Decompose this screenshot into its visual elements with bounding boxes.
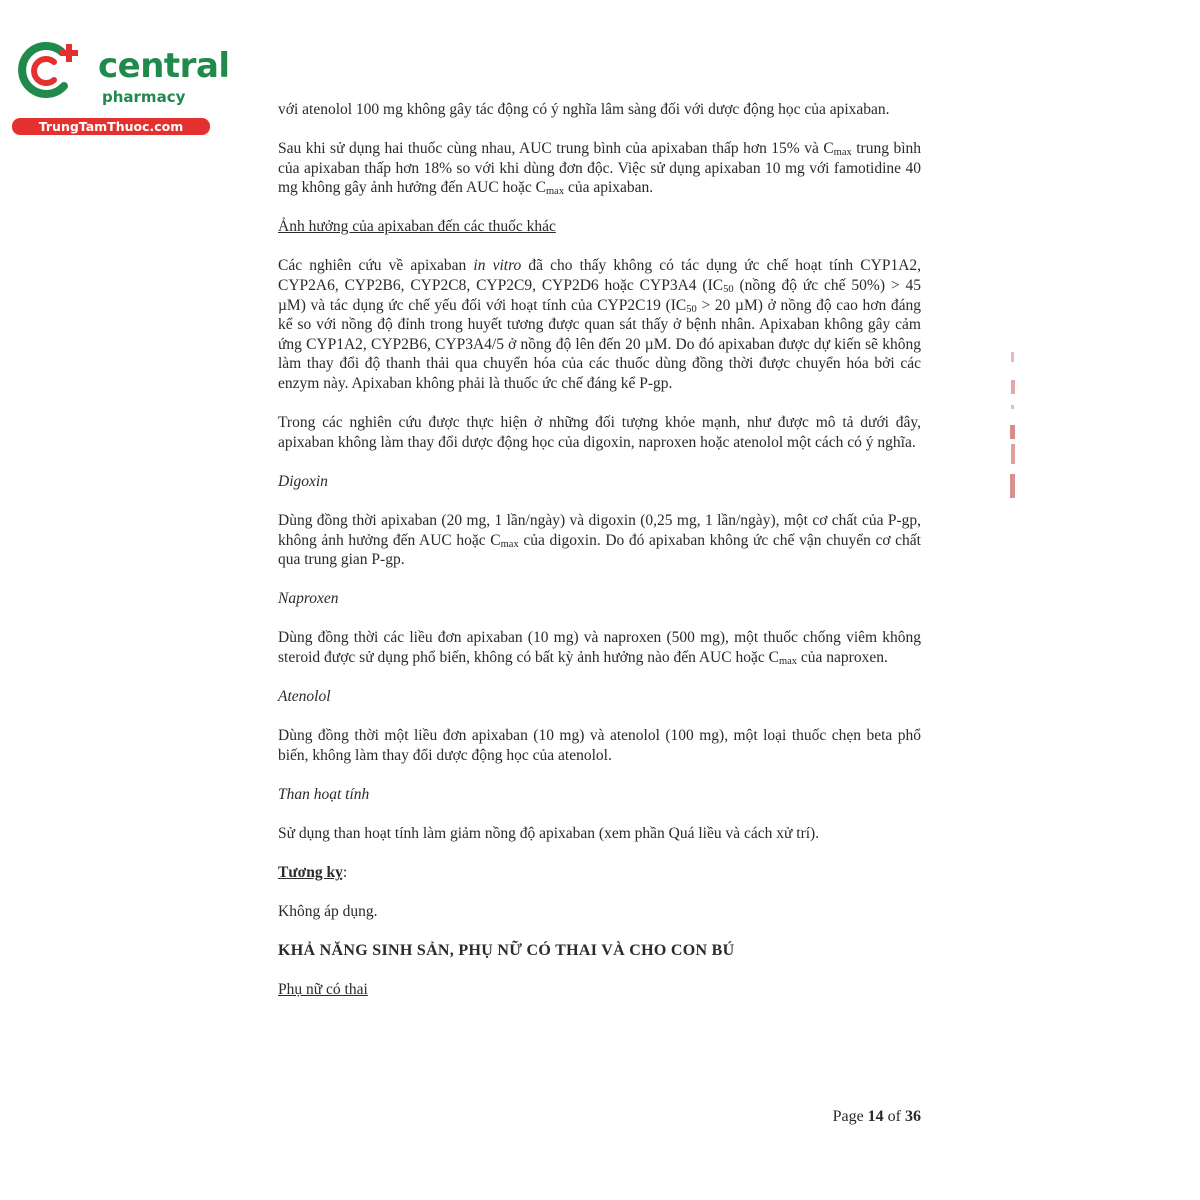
logo-url-badge: TrungTamThuoc.com <box>12 118 210 135</box>
heading-atenolol: Atenolol <box>278 687 331 705</box>
paragraph-famotidine: Sau khi sử dụng hai thuốc cùng nhau, AUC trung bình của apixaban thấp hơn 15% và $C_{max}$ trung bình của apixaban thấp hơn 18% so với khi dùng đơn độc. Việc sử dụng apixaban 10 mg với famotidine 40 mg không gây ảnh hưởng đến AUC hoặc $C_{max}$ của apixaban. <box>278 140 922 198</box>
heading-incompatibility: Tương kỵ: <box>278 863 348 881</box>
heading-digoxin: Digoxin <box>278 472 328 490</box>
heading-activated-charcoal: Than hoạt tính <box>278 785 370 803</box>
paragraph-atenolol: Dùng đồng thời một liều đơn apixaban (10 mg) và atenolol (100 mg), một loại thuốc chẹn beta phổ biến, không làm thay đổi dược động học của atenolol. <box>278 727 921 764</box>
paragraph-in-vitro: Các nghiên cứu về apixaban in vitro đã cho thấy không có tác dụng ức chế hoạt tính CYP1A2, CYP2A6, CYP2B6, CYP2C8, CYP2C9, CYP2D6 hoặc CYP3A4 ($IC_{50}$ (nồng độ ức chế 50%) > 45 µM) và tác dụng ức chế yếu đối với hoạt tính của CYP2C19 ($IC_{50} > 20$ µM) ở nồng độ cao hơn đáng kể so với nồng độ đỉnh trong huyết tương được quan sát thấy ở bệnh nhân. Apixaban không gây cảm ứng CYP1A2, CYP2B6, CYP3A4/5 ở nồng độ lên đến 20 µM. Do đó apixaban được dự kiến sẽ không làm thay đổi độ thanh thải qua chuyển hóa của các thuốc dùng đồng thời được chuyển hóa bởi các enzym này. Apixaban không phải là thuốc ức chế đáng kể P-gp. <box>278 257 922 393</box>
pharmacy-logo-icon <box>10 38 90 104</box>
document-body <box>278 100 921 1000</box>
logo-subtitle: pharmacy <box>102 88 186 106</box>
paragraph-naproxen: Dùng đồng thời các liều đơn apixaban (10 mg) và naproxen (500 mg), một thuốc chống viêm không steroid được sử dụng phổ biến, không có bất kỳ ảnh hưởng nào đến AUC hoặc $C_{max}$ của naproxen. <box>278 629 921 667</box>
stamp-marks <box>1006 350 1020 500</box>
logo-name: central <box>98 46 230 86</box>
paragraph-not-applicable: Không áp dụng. <box>278 903 378 921</box>
paragraph-atenolol-intro: với atenolol 100 mg không gây tác động có ý nghĩa lâm sàng đối với dược động học của apixaban. <box>278 101 890 118</box>
page-number: Page 14 of 36 <box>832 1108 921 1125</box>
section-heading-fertility-pregnancy: KHẢ NĂNG SINH SẢN, PHỤ NỮ CÓ THAI VÀ CHO CON BÚ <box>278 942 735 960</box>
heading-naproxen: Naproxen <box>278 590 339 608</box>
heading-effect-on-other-drugs: Ảnh hưởng của apixaban đến các thuốc khác <box>278 218 556 236</box>
paragraph-healthy-subjects: Trong các nghiên cứu được thực hiện ở những đối tượng khỏe mạnh, như được mô tả dưới đây, apixaban không làm thay đổi dược động học của digoxin, naproxen hoặc atenolol một cách có ý nghĩa. <box>278 414 921 451</box>
paragraph-activated-charcoal: Sử dụng than hoạt tính làm giảm nồng độ apixaban (xem phần Quá liều và cách xử trí). <box>278 824 820 842</box>
pharmacy-logo <box>10 38 230 138</box>
heading-pregnant-women: Phụ nữ có thai <box>278 981 368 999</box>
paragraph-digoxin: Dùng đồng thời apixaban (20 mg, 1 lần/ngày) và digoxin (0,25 mg, 1 lần/ngày), một cơ chất của P-gp, không ảnh hưởng đến AUC hoặc $C_{max}$ của digoxin. Do đó apixaban không ức chế vận chuyển cơ chất qua trung gian P-gp. <box>278 511 921 569</box>
